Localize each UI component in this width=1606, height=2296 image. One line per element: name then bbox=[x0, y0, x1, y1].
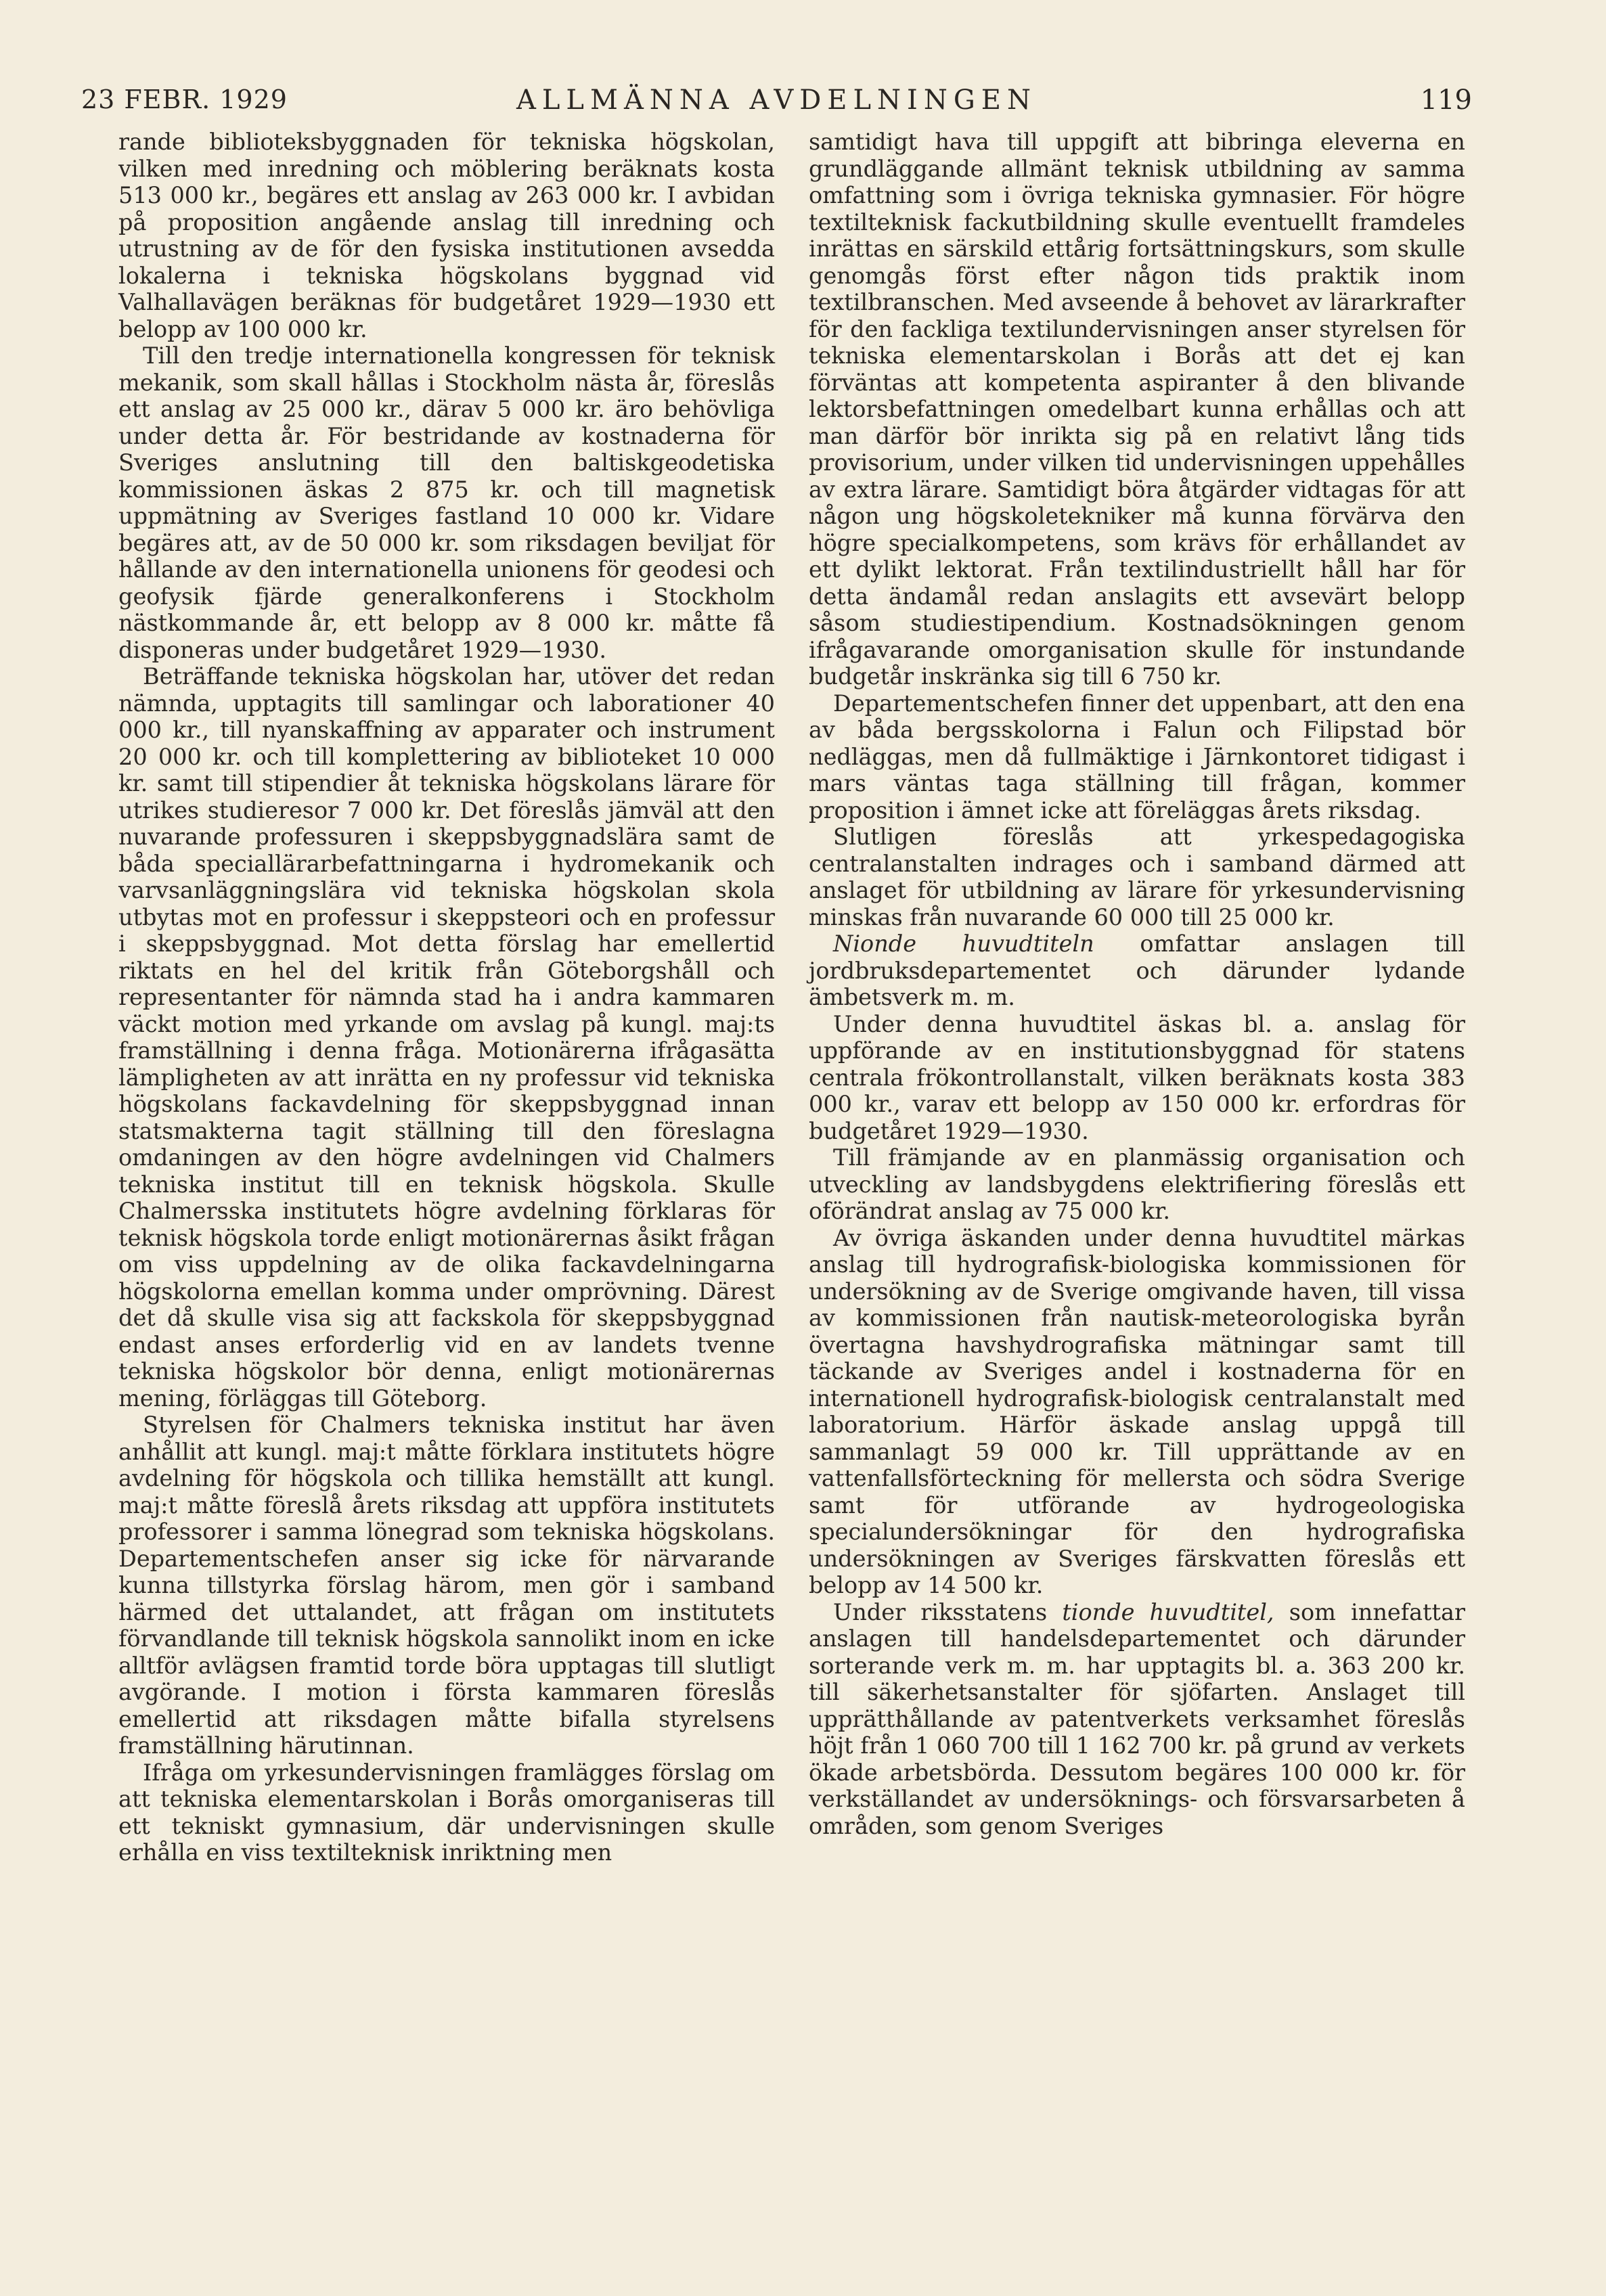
paragraph-text: som innefattar anslagen till handelsdepartementet och därunder sorterande verk m. m. har upptagits bl. a. 363 200 kr. till säkerhetsanstalter för sjöfarten. Anslaget till upprätthållande av patentverkets verksamhet föreslås höjt från 1 060 700 till 1 162 700 kr. på grund av verkets ökade arbetsbörda. Dessutom begäres 100 000 kr. för verkställandet av undersöknings- och försvarsarbeten å områden, som genom Sveriges bbox=[809, 1598, 1466, 1839]
paragraph-text: Av övriga äskanden under denna huvudtitel märkas anslag till hydrografisk-biologiska kommissionen för undersökning av de Sverige omgivande haven, till vissa av kommissionen från nautisk-meteorologiska byrån övertagna havshydrografiska mätningar samt till täckande av Sveriges andel i kostnaderna för en internationell hydrografisk-biologisk centralanstalt med laboratorium. Härför äskade anslag uppgå till sammanlagt 59 000 kr. Till upprättande av en vattenfallsförteckning för mellersta och södra Sverige samt för utförande av hydrogeologiska specialundersökningar för den hydrografiska undersökningen av Sveriges färskvatten föreslås ett belopp av 14 500 kr. bbox=[809, 1224, 1465, 1598]
paragraph bbox=[118, 342, 775, 663]
paragraph bbox=[118, 1759, 775, 1866]
paragraph bbox=[809, 930, 1465, 1011]
paragraph bbox=[809, 1011, 1465, 1145]
page-header bbox=[81, 85, 1472, 125]
paragraph-text: Under denna huvudtitel äskas bl. a. anslag för uppförande av en institutionsbyggnad för statens centrala frökontrollanstalt, vilken beräknats kosta 383 000 kr., varav ett belopp av 150 000 kr. erfordras för budgetåret 1929—1930. bbox=[809, 1010, 1465, 1144]
paragraph-lead: Under riksstatens bbox=[833, 1598, 1063, 1625]
paragraph-text: Beträffande tekniska högskolan har, utöver det redan nämnda, upptagits till samlingar och laborationer 40 000 kr., till nyanskaffning av apparater och instrument 20 000 kr. och till komplettering av biblioteket 10 000 kr. samt till stipendier åt tekniska högskolans lärare för utrikes studieresor 7 000 kr. Det föreslås jämväl att den nuvarande professuren i skeppsbyggnadslära samt de båda speciallärarbefattningarna i hydromekanik och varvsanläggningslära vid tekniska högskolan skola utbytas mot en professur i skeppsteori och en professur i skeppsbyggnad. Mot detta förslag har emellertid riktats en hel del kritik från Göteborgshåll och representanter för nämnda stad ha i andra kammaren väckt motion med yrkande om avslag på kungl. maj:ts framställning i denna fråga. Motionärerna ifrågasätta lämpligheten av att inrätta en ny professur vid tekniska högskolans fackavdelning för skeppsbyggnad innan statsmakterna tagit ställning till den föreslagna omdaningen av den högre avdelningen vid Chalmers tekniska institut till en teknisk högskola. Skulle Chalmersska institutets högre avdelning förklaras för teknisk högskola torde enligt motionärernas åsikt frågan om viss uppdelning av de olika fackavdelningarna högskolorna emellan komma under omprövning. Därest det då skulle visa sig att fackskola för skeppsbyggnad endast anses erforderlig vid en av landets tvenne tekniska högskolor bör denna, enligt motionärernas mening, förläggas till Göteborg. bbox=[118, 663, 775, 1412]
left-column bbox=[118, 129, 775, 1866]
italic-heading: tionde huvudtitel, bbox=[1062, 1598, 1274, 1625]
paragraph bbox=[809, 129, 1465, 690]
header-date: 23 FEBR. 1929 bbox=[81, 85, 288, 114]
italic-heading: Nionde huvudtiteln bbox=[833, 930, 1094, 957]
paragraph bbox=[809, 690, 1465, 824]
paragraph-text: rande biblioteksbyggnaden för tekniska högskolan, vilken med inredning och möblering beräknats kosta 513 000 kr., begäres ett anslag av 263 000 kr. I avbidan på proposition angående anslag till inredning och utrustning av de för den fysiska institutionen avsedda lokalerna i tekniska högskolans byggnad vid Valhallavägen beräknas för budgetåret 1929—1930 ett belopp av 100 000 kr. bbox=[118, 129, 775, 342]
paragraph bbox=[118, 129, 775, 342]
paragraph-text: samtidigt hava till uppgift att bibringa eleverna en grundläggande allmänt teknisk utbildning av samma omfattning som i övriga tekniska gymnasier. För högre textilteknisk fackutbildning skulle eventuellt framdeles inrättas en särskild ettårig fortsättningskurs, som skulle genomgås först efter någon tids praktik inom textilbranschen. Med avseende å behovet av lärarkrafter för den fackliga textilundervisningen anser styrelsen för tekniska elementarskolan i Borås att det ej kan förväntas att kompetenta aspiranter å den blivande lektorsbefattningen omedelbart kunna erhållas och att man därför bör inrikta sig på en relativt lång tids provisorium, under vilken tid undervisningen uppehålles av extra lärare. Samtidigt böra åtgärder vidtagas för att någon ung högskoletekniker må kunna förvärva den högre specialkompetens, som krävs för erhållandet av ett dylikt lektorat. Från textilindustriellt håll har för detta ändamål redan anslagits ett avsevärt belopp såsom studiestipendium. Kostnadsökningen genom ifrågavarande omorganisation skulle för instundande budgetår inskränka sig till 6 750 kr. bbox=[809, 129, 1465, 690]
paragraph bbox=[809, 1225, 1465, 1599]
page-number: 119 bbox=[1420, 85, 1472, 116]
paragraph-text: Till den tredje internationella kongressen för teknisk mekanik, som skall hållas i Stockholm nästa år, föreslås ett anslag av 25 000 kr., därav 5 000 kr. äro behövliga under detta år. För bestridande av kostnaderna för Sveriges anslutning till den baltiskgeodetiska kommissionen äskas 2 875 kr. och till magnetisk uppmätning av Sveriges fastland 10 000 kr. Vidare begäres att, av de 50 000 kr. som riksdagen beviljat för hållande av den internationella unionens för geodesi och geofysik fjärde generalkonferens i Stockholm nästkommande år, ett belopp av 8 000 kr. måtte få disponeras under budgetåret 1929—1930. bbox=[118, 342, 775, 663]
paragraph-text: omfattar anslagen till jordbruksdepartementet och därunder lydande ämbetsverk m. m. bbox=[809, 930, 1465, 1010]
right-column bbox=[809, 129, 1465, 1839]
header-section-title: ALLMÄNNA AVDELNINGEN bbox=[516, 85, 1038, 116]
paragraph bbox=[809, 824, 1465, 930]
paragraph bbox=[809, 1599, 1465, 1840]
paragraph-text: Departementschefen finner det uppenbart, att den ena av båda bergsskolorna i Falun och Filipstad bör nedläggas, men då fullmäktige i Järnkontoret tidigast i mars väntas taga ställning till frågan, kommer proposition i ämnet icke att föreläggas årets riksdag. bbox=[809, 690, 1465, 824]
text-columns bbox=[118, 129, 1465, 2165]
paragraph-text: Slutligen föreslås att yrkespedagogiska centralanstalten indrages och i samband därmed att anslaget för utbildning av lärare för yrkesundervisning minskas från nuvarande 60 000 till 25 000 kr. bbox=[809, 824, 1465, 930]
paragraph-text: Ifråga om yrkesundervisningen framlägges förslag om att tekniska elementarskolan i Borås omorganiseras till ett tekniskt gymnasium, där undervisningen skulle erhålla en viss textilteknisk inriktning men bbox=[118, 1759, 775, 1866]
paragraph bbox=[118, 1412, 775, 1759]
paragraph bbox=[809, 1144, 1465, 1225]
paragraph-text: Till främjande av en planmässig organisation och utveckling av landsbygdens elektrifiering föreslås ett oförändrat anslag av 75 000 kr. bbox=[809, 1144, 1465, 1224]
paragraph bbox=[118, 663, 775, 1412]
paragraph-text: Styrelsen för Chalmers tekniska institut har även anhållit att kungl. maj:t måtte förklara institutets högre avdelning för högskola och tillika hemställt att kungl. maj:t måtte föreslå årets riksdag att uppföra institutets professorer i samma lönegrad som tekniska högskolans. Departementschefen anser sig icke för närvarande kunna tillstyrka förslag härom, men gör i samband härmed det uttalandet, att frågan om institutets förvandlande till teknisk högskola sannolikt inom en icke alltför avlägsen framtid torde böra upptagas till slutligt avgörande. I motion i första kammaren föreslås emellertid att riksdagen måtte bifalla styrelsens framställning härutinnan. bbox=[118, 1412, 775, 1759]
